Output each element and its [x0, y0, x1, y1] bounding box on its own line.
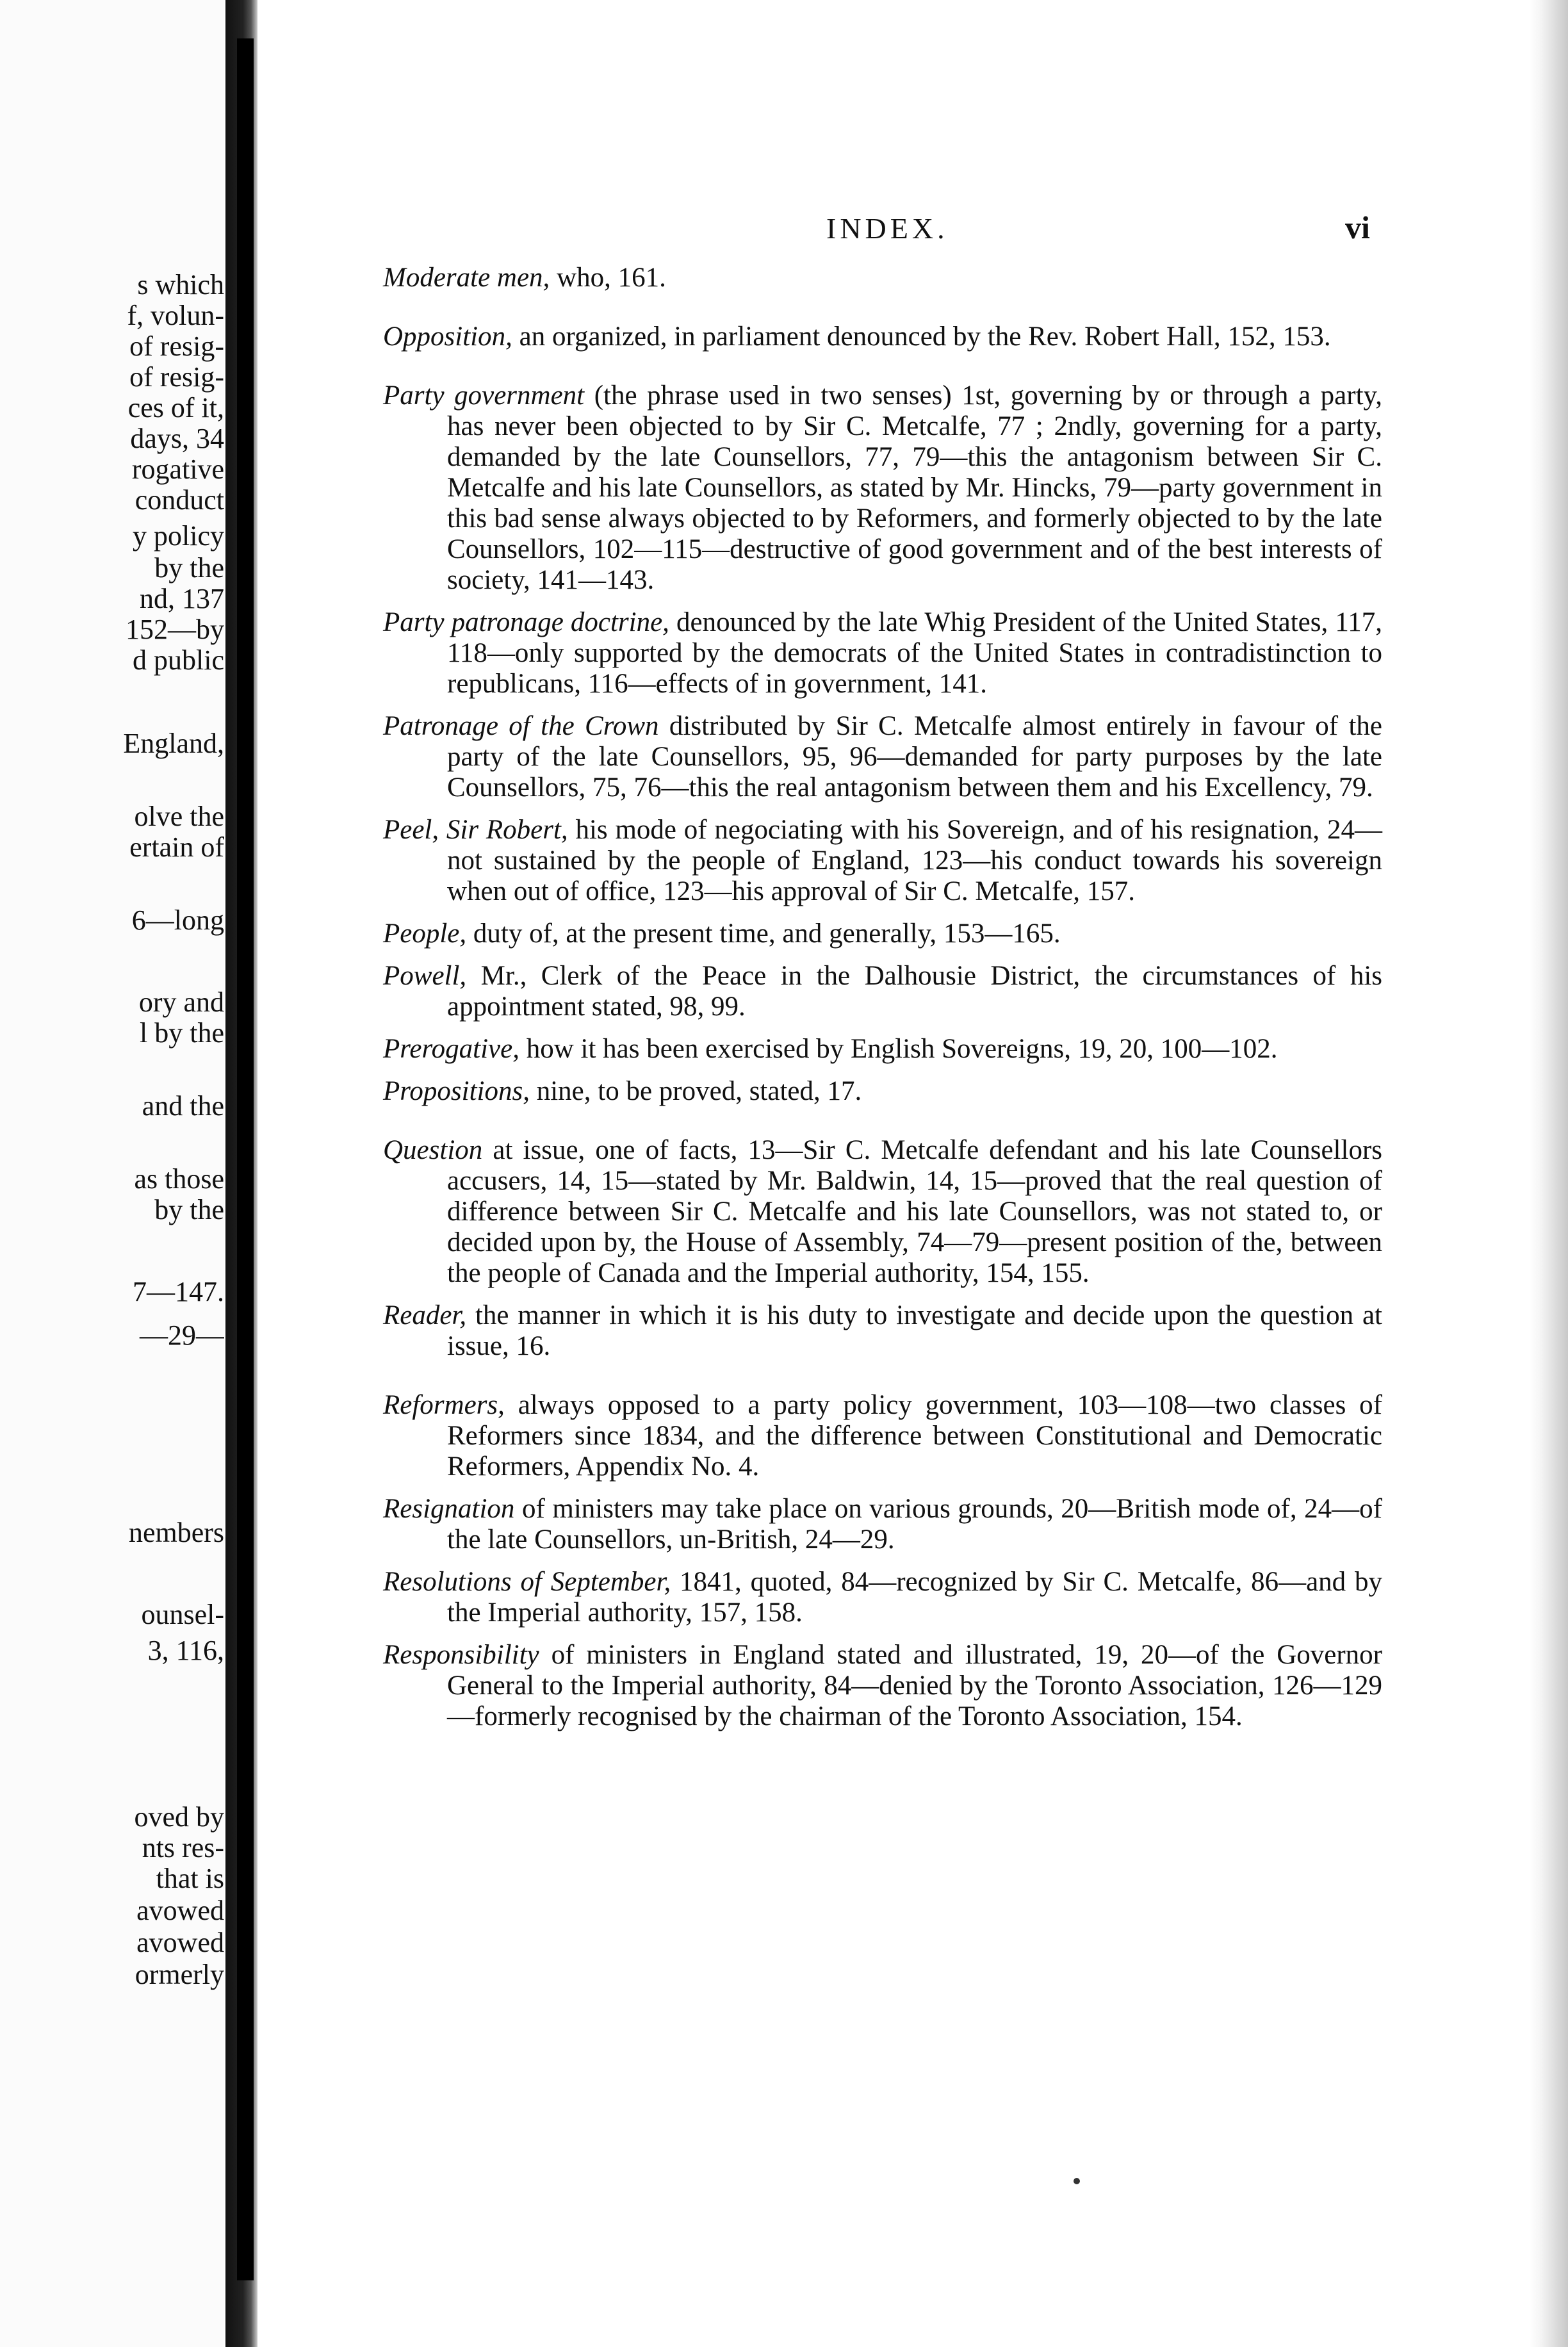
index-entry [383, 1034, 1382, 1065]
index-entry-text: distributed by Sir C. Metcalfe almost entirely in favour of the party of the late Counsellors, 95, 96—demanded for party purposes by the late Counsellors, 75, 76—this the real antagonism between them and his Excellency, 79. [447, 711, 1382, 803]
index-entry-text: 1841, quoted, 84—recognized by Sir C. Metcalfe, 86—and by the Imperial authority, 157, 158. [447, 1567, 1382, 1628]
facing-page-line: days, 34 [130, 423, 224, 454]
index-term: Resolutions of September, [383, 1567, 671, 1597]
facing-page-line: nd, 137 [140, 583, 224, 614]
index-entry [383, 1300, 1382, 1362]
facing-page-line: avowed [136, 1927, 224, 1958]
index-entry [383, 919, 1382, 949]
facing-page-line: by the [154, 1194, 224, 1225]
index-entry [383, 711, 1382, 803]
index-term: Propositions, [383, 1076, 530, 1106]
index-entry-text: of ministers in England stated and illustrated, 19, 20—of the Governor General to the Imperial authority, 84—denied by the Toronto Association, 126—129—formerly recognised by the chairman of the Toronto Association, 154. [447, 1640, 1382, 1731]
index-entry [383, 1076, 1382, 1107]
facing-page-line: ces of it, [127, 392, 224, 423]
index-entry-text: duty of, at the present time, and generally, 153—165. [466, 919, 1061, 949]
facing-page-line: 6—long [131, 904, 224, 936]
index-entry-text: denounced by the late Whig President of the United States, 117, 118—only supported by the democrats of the United States in contradistinction to republicans, 116—effects of in government, 141. [447, 607, 1382, 699]
facing-page-line: of resig- [129, 331, 224, 362]
facing-page-line: —29— [140, 1320, 224, 1351]
facing-page-line: nembers [128, 1517, 224, 1548]
index-term: People, [383, 919, 467, 949]
index-entry [383, 263, 1382, 293]
index-entry [383, 815, 1382, 907]
facing-page-line: rogative [131, 454, 224, 485]
index-term: Patronage of the Crown [383, 711, 659, 741]
facing-page-line: 3, 116, [147, 1635, 224, 1666]
facing-page-line: and the [142, 1090, 224, 1122]
index-entry [383, 1494, 1382, 1555]
facing-page-line: England, [123, 728, 224, 759]
facing-page-line: s which [137, 269, 224, 300]
index-entry-text: who, 161. [550, 263, 666, 293]
page-header: INDEX. [826, 212, 949, 245]
index-entry [383, 1135, 1382, 1289]
index-term: Powell, [383, 961, 467, 991]
index-entry-text: (the phrase used in two senses) 1st, governing by or through a party, has never been objected to by Sir C. Metcalfe, 77 ; 2ndly, governing for a party, demanded by the late Counsellors, 77, 79—this the antagonism between Sir C. Metcalfe and his late Counsellors, as stated by Mr. Hincks, 79—party government in this bad sense always objected to by Reformers, and formerly objected to by the late Counsellors, 102—115—destructive of good government and of the best interests of society, 141—143. [447, 380, 1382, 595]
index-term: Responsibility [383, 1640, 539, 1670]
facing-page-line: of resig- [129, 361, 224, 393]
facing-page-line: as those [134, 1163, 224, 1195]
facing-page-line: conduct [135, 484, 224, 516]
index-term: Opposition, [383, 322, 512, 352]
index-entry-text: of ministers may take place on various grounds, 20—British mode of, 24—of the late Counsellors, un-British, 24—29. [447, 1494, 1382, 1555]
facing-page-line: oved by [134, 1801, 224, 1833]
facing-page-line: nts res- [142, 1832, 224, 1863]
facing-page-line: olve the [134, 801, 224, 832]
index-entry [383, 961, 1382, 1022]
facing-page-line: 152—by [126, 614, 224, 645]
index-entry-text: at issue, one of facts, 13—Sir C. Metcalfe defendant and his late Counsellors accusers, 14, 15—stated by Mr. Baldwin, 14, 15—proved that the real question of difference between Sir C. Metcalfe and his late Counsellors, was not stated to, or decided upon by, the House of Assembly, 74—79—present position of the, between the people of Canada and the Imperial authority, 154, 155. [447, 1135, 1382, 1288]
page-number: vi [1345, 209, 1370, 245]
facing-page-line: ertain of [129, 831, 224, 863]
index-term: Reformers, [383, 1390, 505, 1420]
index-term: Reader, [383, 1300, 467, 1330]
index-entry [383, 1390, 1382, 1482]
facing-page-line: y policy [133, 520, 224, 552]
facing-page-line: 7—147. [133, 1276, 224, 1307]
index-entry [383, 380, 1382, 596]
index-term: Party government [383, 380, 585, 411]
gutter-shadow [237, 38, 254, 2280]
index-term: Party patronage doctrine, [383, 607, 669, 637]
index-entries [383, 263, 1382, 1732]
index-entry-text: how it has been exercised by English Sovereigns, 19, 20, 100—102. [519, 1034, 1278, 1064]
index-entry-text: the manner in which it is his duty to investigate and decide upon the question at issue, 16. [447, 1300, 1382, 1361]
index-entry-text: an organized, in parliament denounced by the Rev. Robert Hall, 152, 153. [512, 322, 1331, 352]
page-edge [1530, 0, 1568, 2347]
index-entry [383, 1567, 1382, 1628]
index-entry-text: nine, to be proved, stated, 17. [529, 1076, 862, 1106]
ink-speck [1074, 2178, 1080, 2184]
facing-page-fragment [0, 0, 224, 2347]
facing-page-line: that is [156, 1863, 224, 1894]
index-entry [383, 1640, 1382, 1732]
index-term: Peel, Sir Robert, [383, 815, 568, 845]
facing-page-line: ounsel- [141, 1599, 224, 1630]
index-entry-text: always opposed to a party policy government, 103—108—two classes of Reformers since 1834, and the difference between Constitutional and Democratic Reformers, Appendix No. 4. [447, 1390, 1382, 1482]
index-term: Question [383, 1135, 483, 1165]
index-term: Moderate men, [383, 263, 550, 293]
facing-page-line: l by the [140, 1017, 224, 1049]
index-term: Resignation [383, 1494, 515, 1524]
index-term: Prerogative, [383, 1034, 519, 1064]
facing-page-line: avowed [136, 1895, 224, 1926]
facing-page-line: by the [154, 552, 224, 584]
facing-page-line: f, volun- [127, 300, 224, 331]
index-entry [383, 322, 1382, 352]
index-entry-text: his mode of negociating with his Sovereign, and of his resignation, 24—not sustained by the people of England, 123—his conduct towards his sovereign when out of office, 123—his approval of Sir C. Metcalfe, 157. [447, 815, 1382, 906]
index-entry-text: Mr., Clerk of the Peace in the Dalhousie District, the circumstances of his appointment stated, 98, 99. [447, 961, 1382, 1022]
facing-page-line: ormerly [135, 1959, 224, 1990]
facing-page-line: ory and [138, 986, 224, 1018]
index-entry [383, 607, 1382, 699]
facing-page-line: d public [133, 644, 224, 676]
